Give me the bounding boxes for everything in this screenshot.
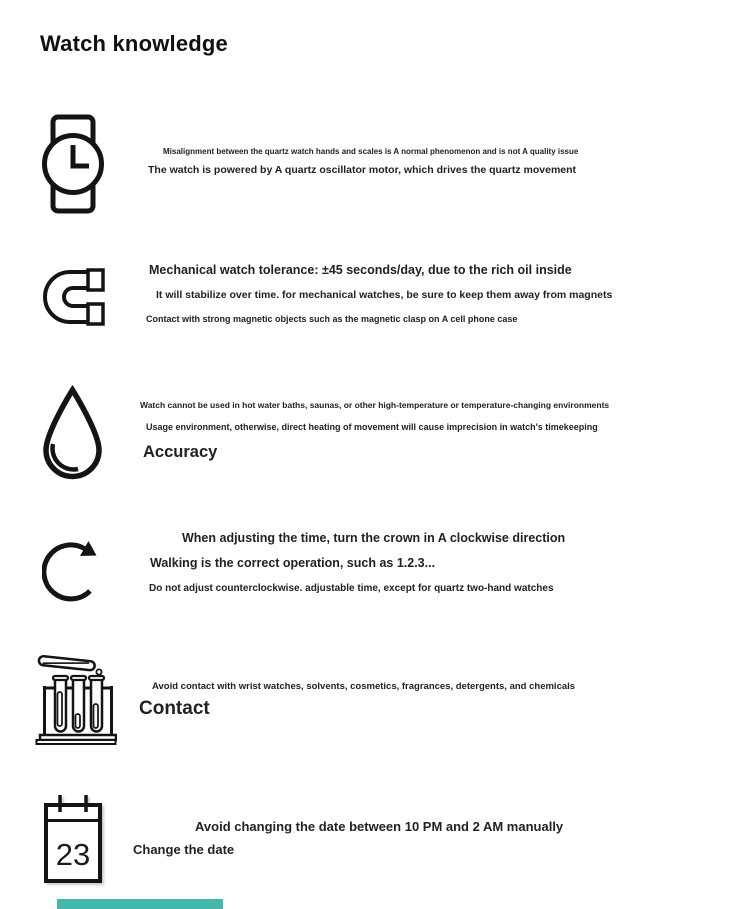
clockwise-arrow-icon <box>42 528 104 610</box>
quartz-note-secondary: Misalignment between the quartz watch hands and scales is A normal phenomenon and is not A quality issue <box>163 147 579 156</box>
calendar-date: 23 <box>55 837 91 872</box>
date-note-primary: Avoid changing the date between 10 PM and 2 AM manually <box>195 819 564 834</box>
test-tubes-icon <box>35 648 117 746</box>
accuracy-heading: Accuracy <box>143 443 218 461</box>
contact-heading: Contact <box>139 698 210 719</box>
magnet-note-primary: Mechanical watch tolerance: ±45 seconds/day, due to the rich oil inside <box>149 263 572 277</box>
magnet-icon <box>40 268 106 326</box>
crown-note-tertiary: Do not adjust counterclockwise. adjustable time, except for quartz two-hand watches <box>149 583 554 594</box>
accent-bar <box>57 899 223 909</box>
date-note-secondary: Change the date <box>133 842 235 857</box>
wristwatch-icon <box>40 114 106 214</box>
quartz-note-primary: The watch is powered by A quartz oscillator motor, which drives the quartz movement <box>148 164 577 176</box>
magnet-note-tertiary: Contact with strong magnetic objects such as the magnetic clasp on A cell phone case <box>146 314 518 324</box>
chemicals-note: Avoid contact with wrist watches, solvents, cosmetics, fragrances, detergents, and chemicals <box>152 681 576 692</box>
crown-note-primary: When adjusting the time, turn the crown in A clockwise direction <box>182 531 566 545</box>
water-drop-icon <box>40 384 105 481</box>
page-title: Watch knowledge <box>40 31 228 56</box>
temperature-note-secondary: Watch cannot be used in hot water baths, saunas, or other high-temperature or temperature-changing environments <box>140 400 610 410</box>
calendar-icon <box>42 793 104 885</box>
magnet-note-secondary: It will stabilize over time. for mechanical watches, be sure to keep them away from magnets <box>156 289 613 301</box>
crown-note-secondary: Walking is the correct operation, such as 1.2.3... <box>150 556 436 570</box>
temperature-note-primary: Usage environment, otherwise, direct heating of movement will cause imprecision in watch's timekeeping <box>146 422 598 432</box>
